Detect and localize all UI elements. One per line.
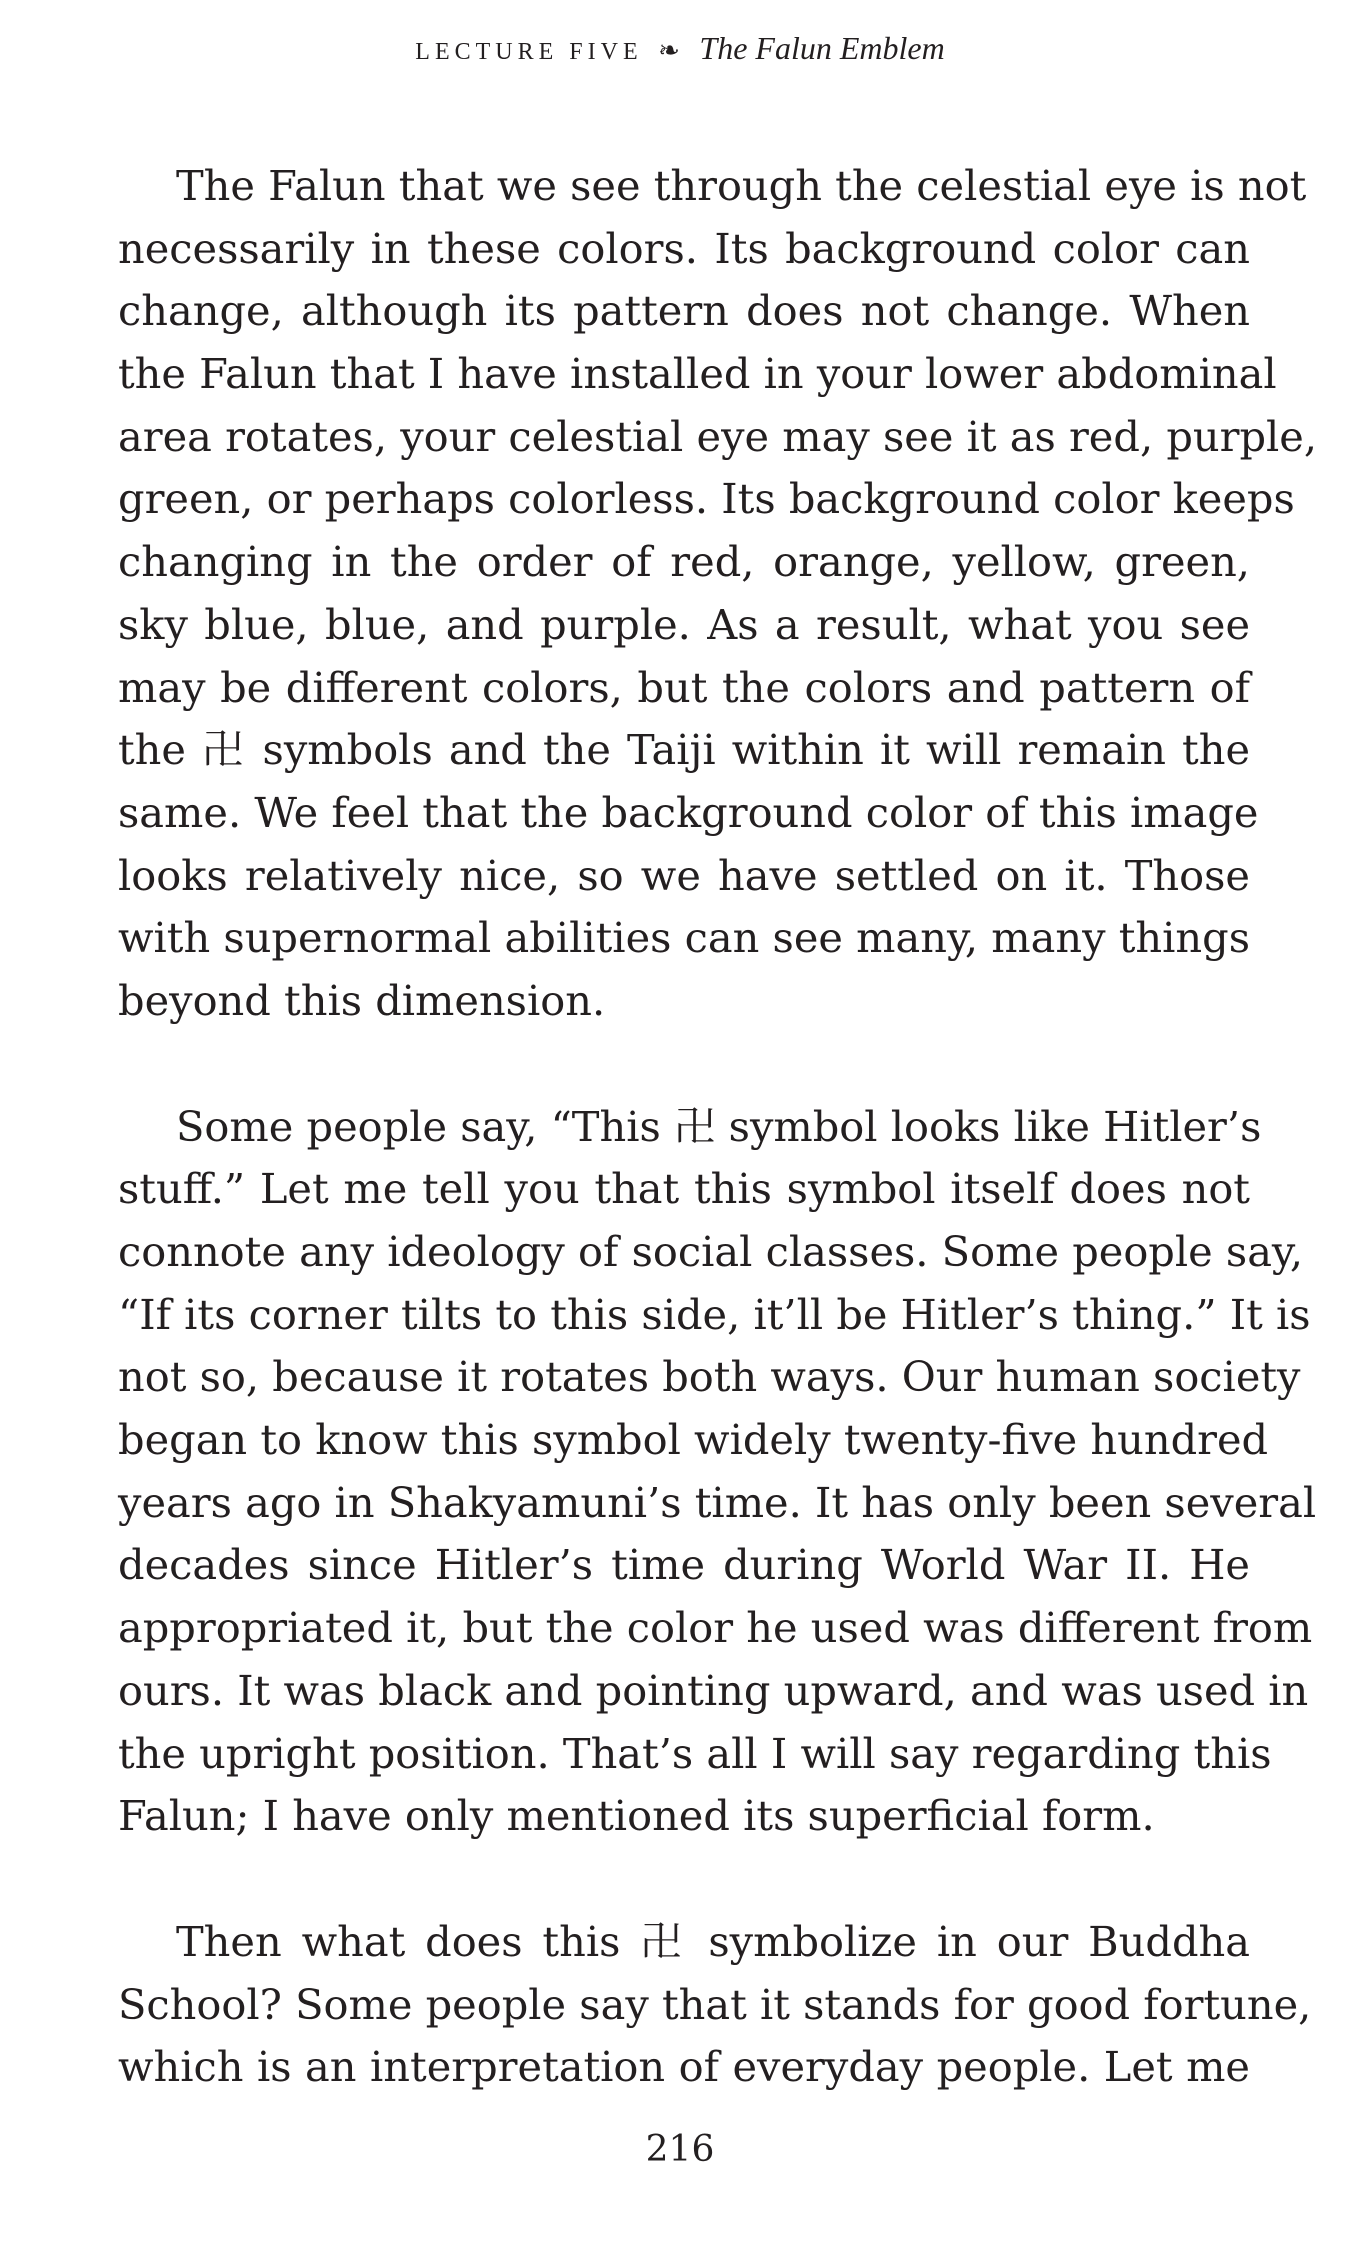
text-line: connote any ideology of social classes. Some people say, bbox=[118, 1227, 1304, 1276]
text-line: which is an interpretation of everyday people. Let me bbox=[118, 2042, 1250, 2092]
text-line: Some people say, “This 卍 symbol looks like Hitler’s bbox=[176, 1101, 1262, 1151]
paragraph-2 bbox=[118, 1096, 1317, 1848]
page-number: 216 bbox=[645, 2129, 715, 2170]
text-line: the upright position. That’s all I will say regarding this bbox=[118, 1728, 1272, 1778]
text-line: beyond this dimension. bbox=[118, 975, 606, 1025]
text-line: green, or perhaps colorless. Its background color keeps bbox=[118, 474, 1295, 524]
text-line: with supernormal abilities can see many, many things bbox=[118, 913, 1250, 963]
text-line: years ago in Shakyamuni’s time. It has only been several bbox=[118, 1477, 1317, 1527]
text-line: the Falun that I have installed in your lower abdominal bbox=[118, 349, 1277, 399]
text-line: sky blue, blue, and purple. As a result, what you see bbox=[118, 599, 1250, 649]
text-line: “If its corner tilts to this side, it’ll be Hitler’s thing.” It is bbox=[118, 1289, 1311, 1339]
header-section-label: LECTURE FIVE bbox=[415, 39, 643, 65]
text-line: ours. It was black and pointing upward, and was used in bbox=[118, 1665, 1309, 1715]
text-line: appropriated it, but the color he used was different from bbox=[118, 1603, 1313, 1653]
text-line: looks relatively nice, so we have settled on it. Those bbox=[118, 850, 1250, 900]
text-line: may be different colors, but the colors and pattern of bbox=[118, 662, 1250, 712]
text-line: Falun; I have only mentioned its superficial form. bbox=[118, 1791, 1155, 1841]
text-line: began to know this symbol widely twenty-five hundred bbox=[118, 1415, 1269, 1465]
body-text bbox=[118, 155, 1318, 2162]
text-line: changing in the order of red, orange, yellow, green, bbox=[118, 537, 1250, 587]
text-line: The Falun that we see through the celestial eye is not bbox=[176, 161, 1307, 210]
paragraph-1 bbox=[118, 155, 1318, 1033]
paragraph-3 bbox=[118, 1911, 1312, 2099]
text-line: the 卍 symbols and the Taiji within it will remain the bbox=[118, 725, 1250, 775]
text-line: Then what does this 卍 symbolize in our Buddha bbox=[176, 1916, 1250, 1966]
text-line: change, although its pattern does not change. When bbox=[118, 286, 1250, 336]
text-line: decades since Hitler’s time during World War II. He bbox=[118, 1540, 1250, 1590]
text-line: stuff.” Let me tell you that this symbol itself does not bbox=[118, 1164, 1250, 1214]
text-line: area rotates, your celestial eye may see it as red, purple, bbox=[118, 411, 1318, 461]
text-line: School? Some people say that it stands for good fortune, bbox=[118, 1979, 1312, 2029]
fleuron-icon: ❧ bbox=[658, 36, 680, 65]
text-line: same. We feel that the background color of this image bbox=[118, 787, 1259, 837]
header-chapter-title: The Falun Emblem bbox=[699, 30, 945, 66]
text-line: necessarily in these colors. Its background color can bbox=[118, 223, 1250, 273]
text-line: not so, because it rotates both ways. Our human society bbox=[118, 1352, 1301, 1402]
running-header bbox=[0, 28, 1360, 72]
